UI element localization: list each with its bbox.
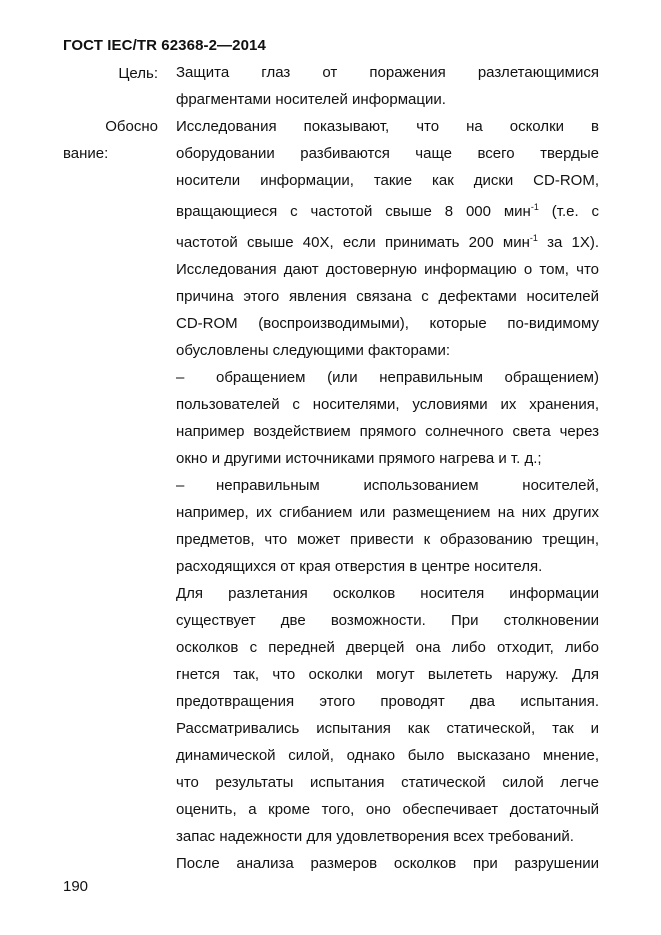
- text-line: Для разлетания осколков носителя информации: [176, 585, 599, 602]
- text-line: вращающиеся с частотой свыше 8 000 мин$^{-1}$ (т.е. с: [176, 202, 600, 220]
- text-line: оборудовании разбиваются чаще всего твердые: [176, 145, 599, 162]
- rationale-text: [176, 113, 599, 877]
- text-line: гнется так, что осколки могут вылететь наружу. Для: [176, 666, 599, 683]
- superscript: -1: [529, 233, 538, 243]
- text-line: динамической силой, однако было высказано мнение,: [176, 747, 599, 764]
- text-line: После анализа размеров осколков при разрушении: [176, 855, 599, 872]
- text-line: предотвращения этого проводят два испытания.: [176, 693, 599, 710]
- list-item-line: например воздействием прямого солнечного света через: [176, 423, 599, 440]
- rationale-label-line-2: вание:: [63, 145, 109, 162]
- document-header: ГОСТ IEC/TR 62368-2—2014: [63, 37, 266, 54]
- text-line: осколков с передней дверцей она либо отходит, либо: [176, 639, 599, 656]
- text-line: оценить, а кроме того, оно обеспечивает достаточный: [176, 801, 599, 818]
- rationale-label-line-1: Обосно: [105, 118, 158, 135]
- text-line: запас надежности для удовлетворения всех требований.: [176, 828, 574, 845]
- text-line: существует две возможности. При столкновении: [176, 612, 599, 629]
- text-line: Рассматривались испытания как статической, так и: [176, 720, 599, 737]
- list-item-line: расходящихся от края отверстия в центре носителя.: [176, 558, 543, 575]
- text-line: обусловлены следующими факторами:: [176, 342, 450, 359]
- text-line: Исследования показывают, что на осколки в: [176, 118, 599, 135]
- text-line: частотой свыше 40X, если принимать 200 мин$^{-1}$ за 1X).: [176, 233, 599, 251]
- text-line: Исследования дают достоверную информацию о том, что: [176, 261, 599, 278]
- list-item-line: например, их сгибанием или размещением на них других: [176, 504, 599, 521]
- superscript: -1: [530, 202, 539, 212]
- page-number: 190: [63, 878, 89, 895]
- list-item-line: – неправильным использованием носителей,: [176, 472, 599, 499]
- dash-bullet: –: [176, 477, 185, 494]
- list-item-line: окно и другими источниками прямого нагрева и т. д.;: [176, 450, 542, 467]
- rationale-label: [63, 113, 158, 167]
- text-line: CD-ROM (воспроизводимыми), которые по-видимому: [176, 315, 599, 332]
- goal-label: Цель:: [118, 65, 158, 82]
- goal-text: [176, 59, 599, 113]
- text-line: что результаты испытания статической силой легче: [176, 774, 599, 791]
- goal-line: Защита глаз от поражения разлетающимися: [176, 64, 599, 81]
- dash-bullet: –: [176, 369, 185, 386]
- text-line: причина этого явления связана с дефектами носителей: [176, 288, 599, 305]
- list-item-line: пользователей с носителями, условиями их хранения,: [176, 396, 599, 413]
- list-item-line: – обращением (или неправильным обращением): [176, 364, 599, 391]
- text-line: носители информации, такие как диски CD-ROM,: [176, 172, 599, 189]
- list-item-line: предметов, что может привести к образованию трещин,: [176, 531, 599, 548]
- goal-line: фрагментами носителей информации.: [176, 91, 446, 108]
